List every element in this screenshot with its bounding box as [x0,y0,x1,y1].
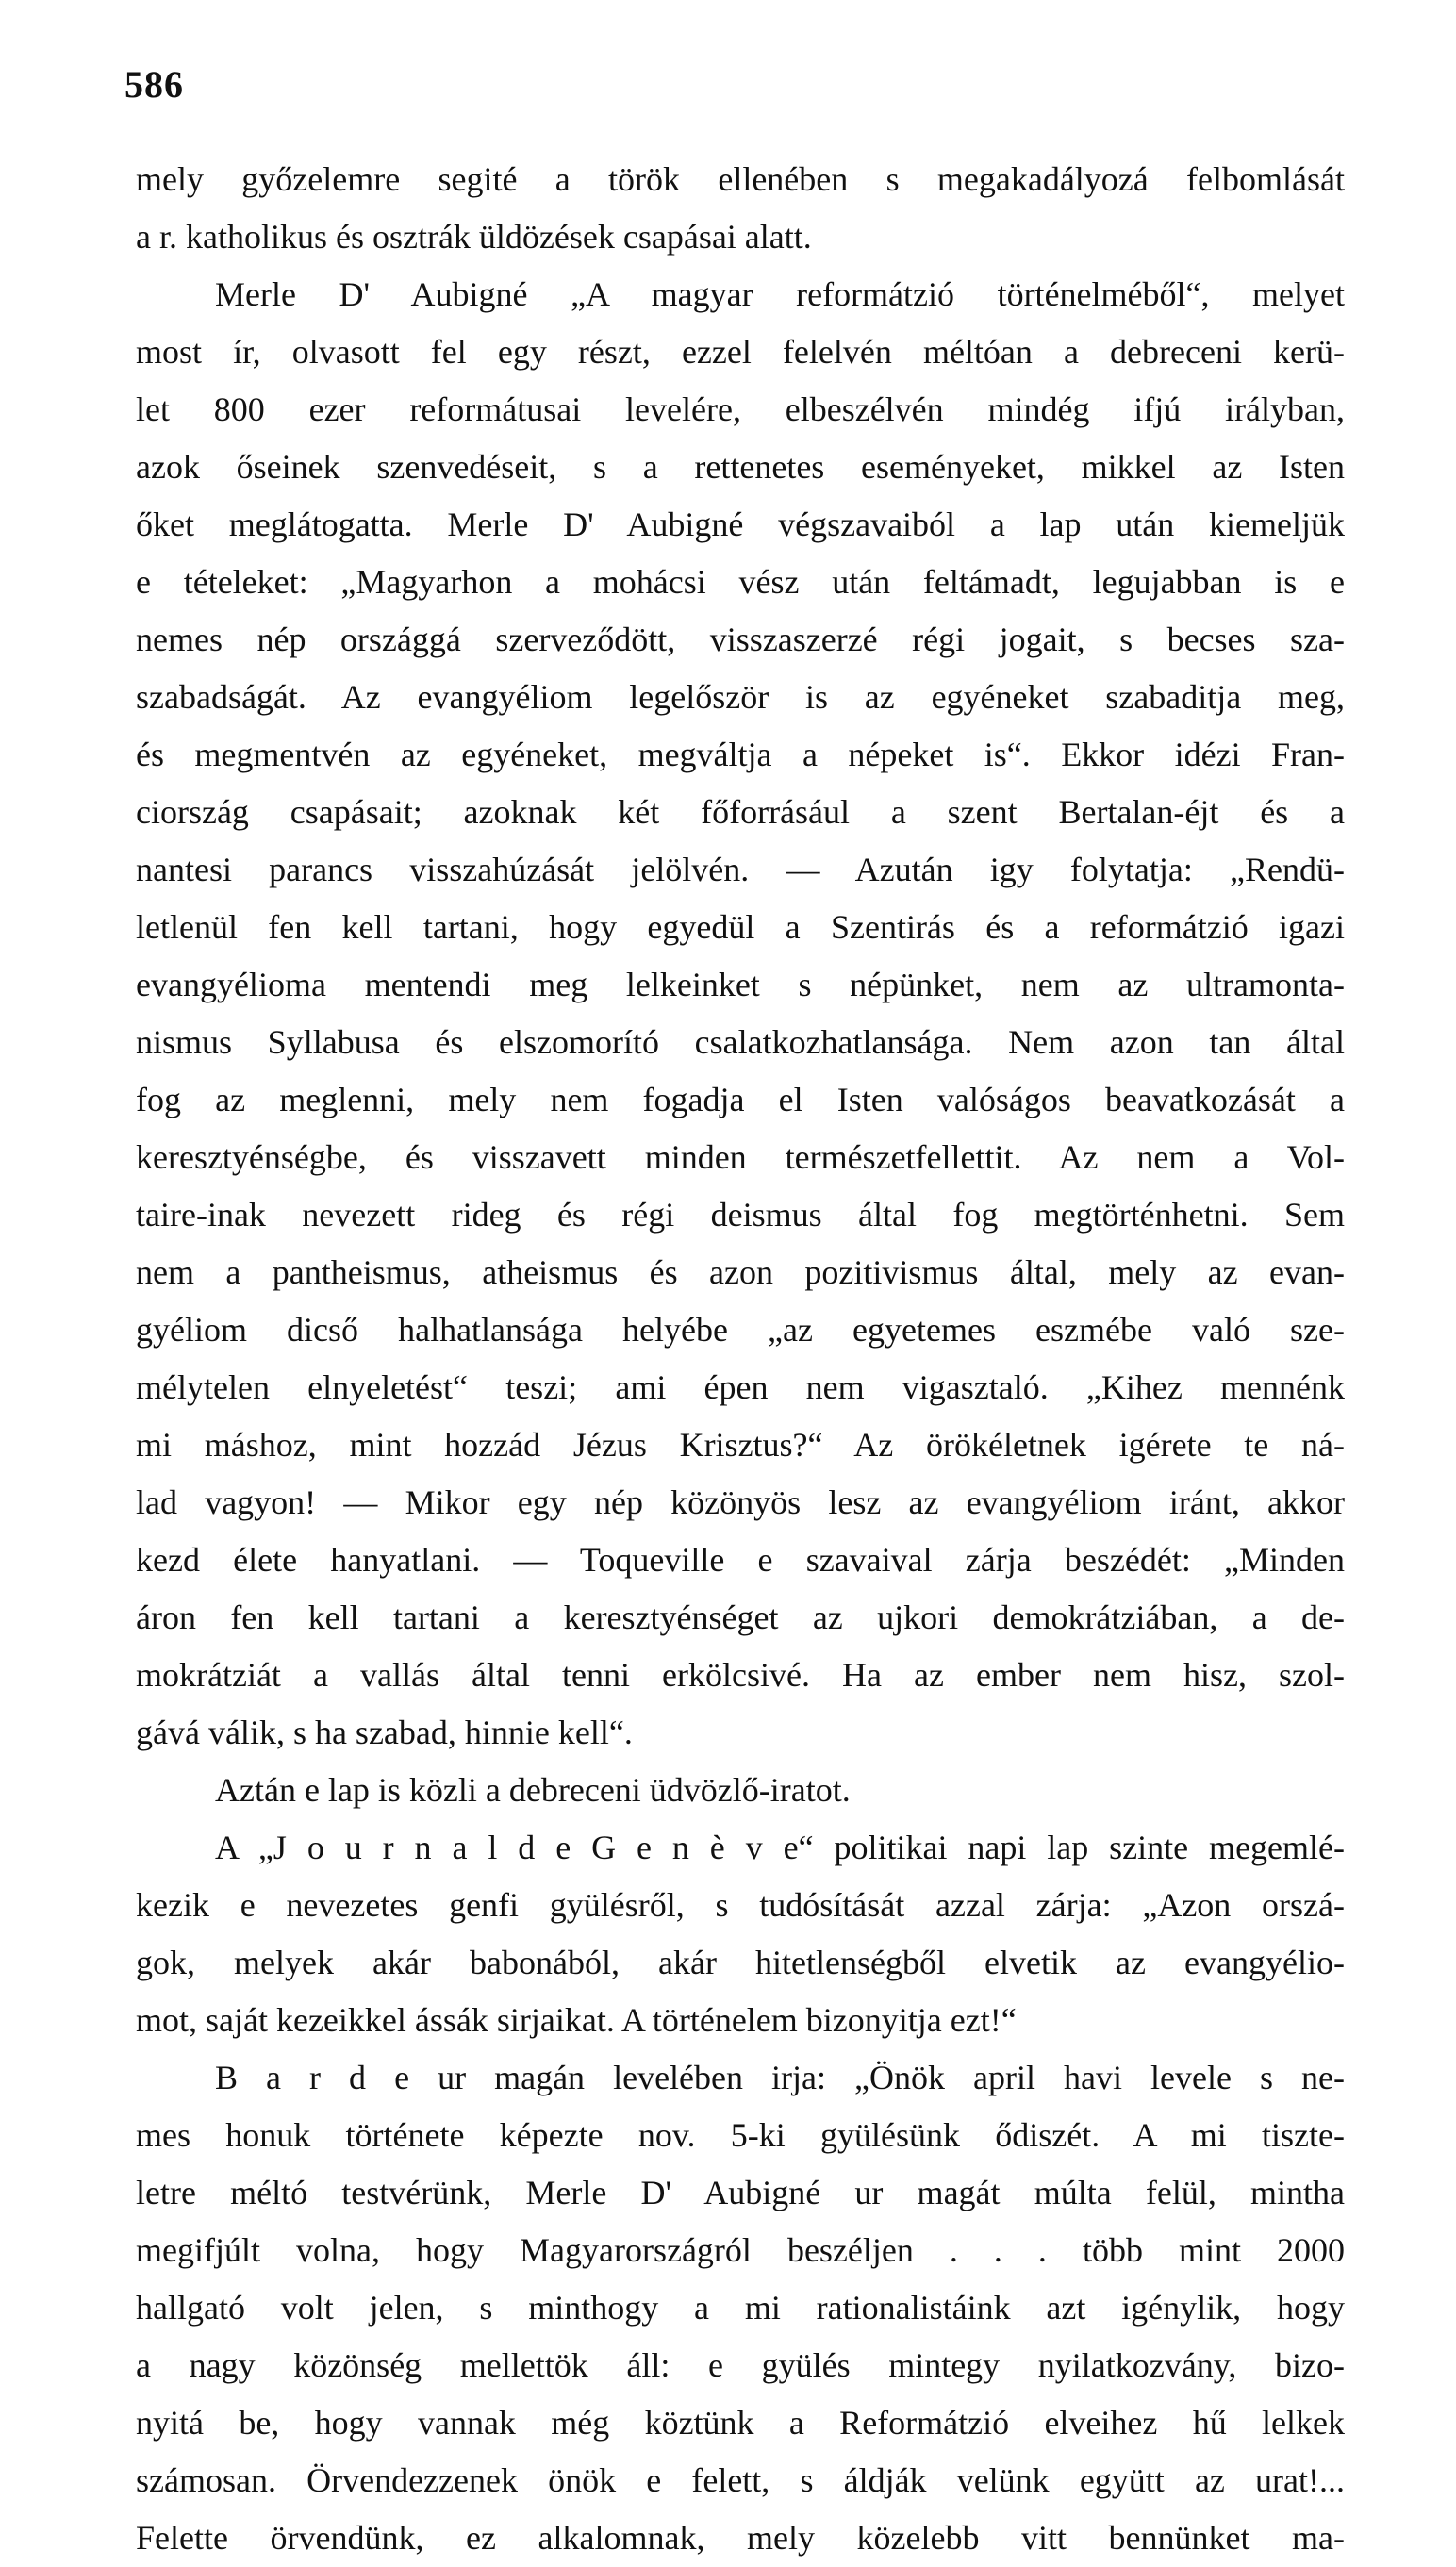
text-line: mi máshoz, mint hozzád Jézus Krisztus?“ Az örökéletnek igérete te ná- [136,1426,1345,1464]
text-line: fog az meglenni, mely nem fogadja el Isten valóságos beavatkozását a [136,1081,1345,1118]
text-line: gyéliom dicső halhatlansága helyébe „az egyetemes eszmébe való sze- [136,1311,1345,1349]
text-line: lad vagyon! — Mikor egy nép közönyös lesz az evangyéliom iránt, akkor [136,1483,1345,1521]
text-line: mokrátziát a vallás által tenni erkölcsivé. Ha az ember nem hisz, szol- [136,1656,1345,1694]
text-line: e tételeket: „Magyarhon a mohácsi vész után feltámadt, legujabban is e [136,563,1345,601]
text-line: a r. katholikus és osztrák üldözések csapásai alatt. [136,218,812,256]
text-line: és megmentvén az egyéneket, megváltja a népeket is“. Ekkor idézi Fran- [136,736,1345,773]
text-line: azok őseinek szenvedéseit, s a rettenetes eseményeket, mikkel az Isten [136,448,1345,486]
text-line: keresztyénségbe, és visszavett minden természetfellettit. Az nem a Vol- [136,1138,1345,1176]
text-line: szabadságát. Az evangyéliom legelőször is az egyéneket szabaditja meg, [136,678,1345,716]
text-line: áron fen kell tartani a keresztyénséget az ujkori demokrátziában, a de- [136,1598,1345,1636]
text-line: Felette örvendünk, ez alkalomnak, mely közelebb vitt bennünket ma- [136,2519,1345,2557]
text-line: nantesi parancs visszahúzását jelölvén. — Azután igy folytatja: „Rendü- [136,851,1345,888]
text-line: nemes nép országgá szerveződött, visszaszerzé régi jogait, s becses sza- [136,621,1345,658]
text-line: let 800 ezer reformátusai levelére, elbeszélvén mindég ifjú irályban, [136,390,1345,428]
text-line: kezd élete hanyatlani. — Toqueville e szavaival zárja beszédét: „Minden [136,1541,1345,1579]
text-line: Merle D' Aubigné „A magyar reformátzió történelméből“, melyet [215,275,1345,313]
text-line: kezik e nevezetes genfi gyülésről, s tudósítását azzal zárja: „Azon orszá- [136,1886,1345,1924]
text-line: gok, melyek akár babonából, akár hitetlenségből elvetik az evangyélio- [136,1944,1345,1981]
text-line: evangyélioma mentendi meg lelkeinket s népünket, nem az ultramonta- [136,966,1345,1003]
text-line: ciország csapásait; azoknak két főforrásául a szent Bertalan-éjt és a [136,793,1345,831]
text-line: megifjúlt volna, hogy Magyarországról beszéljen . . . több mint 2000 [136,2231,1345,2269]
text-line: őket meglátogatta. Merle D' Aubigné végszavaiból a lap után kiemeljük [136,505,1345,543]
text-line: hallgató volt jelen, s minthogy a mi rationalistáink azt igénylik, hogy [136,2289,1345,2327]
text-line: mot, saját kezeikkel ássák sirjaikat. A történelem bizonyitja ezt!“ [136,2001,1017,2039]
text-line: Aztán e lap is közli a debreceni üdvözlő-iratot. [215,1771,851,1809]
text-line: nem a pantheismus, atheismus és azon pozitivismus által, mely az evan- [136,1253,1345,1291]
text-line: gává válik, s ha szabad, hinnie kell“. [136,1714,633,1751]
text-line: letre méltó testvérünk, Merle D' Aubigné ur magát múlta felül, mintha [136,2174,1345,2211]
text-line: mely győzelemre segité a török ellenében s megakadályozá felbomlását [136,160,1345,198]
page-number: 586 [124,63,184,106]
text-line: A „J o u r n a l d e G e n è v e“ politikai napi lap szinte megemlé- [215,1829,1345,1866]
text-line: mélytelen elnyeletést“ teszi; ami épen nem vigasztaló. „Kihez mennénk [136,1368,1345,1406]
text-line: számosan. Örvendezzenek önök e felett, s áldják velünk együtt az urat!... [136,2461,1345,2499]
text-line: most ír, olvasott fel egy részt, ezzel felelvén méltóan a debreceni kerü- [136,333,1345,371]
body-text [136,151,1345,2567]
text-line: mes honuk története képezte nov. 5-ki gyülésünk ődiszét. A mi tiszte- [136,2116,1345,2154]
text-line: nismus Syllabusa és elszomorító csalatkozhatlansága. Nem azon tan által [136,1023,1345,1061]
text-line: B a r d e ur magán levelében irja: „Önök april havi levele s ne- [215,2059,1345,2096]
text-line: nyitá be, hogy vannak még köztünk a Reformátzió elveihez hű lelkek [136,2404,1345,2442]
text-line: taire-inak nevezett rideg és régi deismus által fog megtörténhetni. Sem [136,1196,1345,1234]
text-line: a nagy közönség mellettök áll: e gyülés mintegy nyilatkozvány, bizo- [136,2346,1345,2384]
text-line: letlenül fen kell tartani, hogy egyedül a Szentirás és a reformátzió igazi [136,908,1345,946]
